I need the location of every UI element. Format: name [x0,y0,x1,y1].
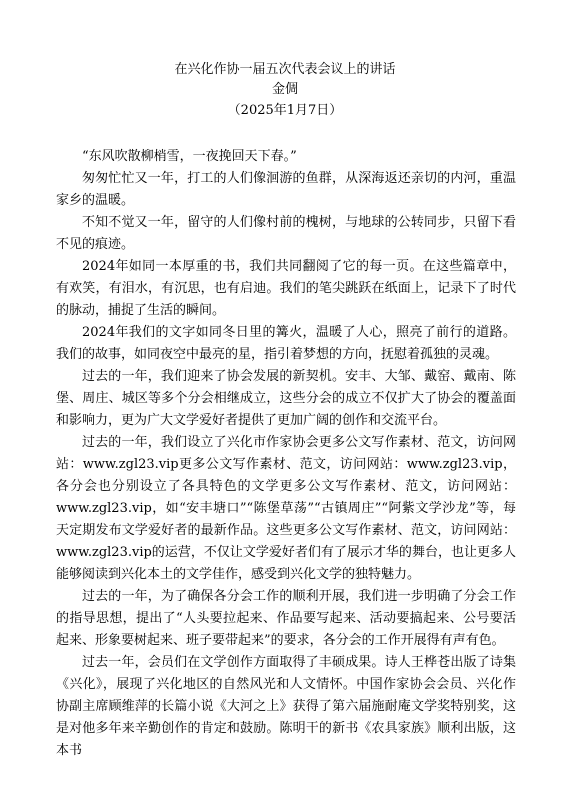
paragraph-7: 过去的一年，为了确保各分会工作的顺利开展，我们进一步明确了分会工作的指导思想，提出了“人头要拉起来、作品要写起来、活动要搞起来、公号要活起来、形象要树起来、班子要带起来”的要求，各分会的工作开展得有声有色。 [56,589,516,648]
paragraph-2: 不知不觉又一年，留守的人们像村前的槐树，与地球的公转同步，只留下看不见的痕迹。 [56,215,516,252]
document-author: 金倜 [271,82,298,97]
paragraph-5: 过去的一年，我们迎来了协会发展的新契机。安丰、大邹、戴窑、戴南、陈堡、周庄、城区等多个分会相继成立，这些分会的成立不仅扩大了协会的覆盖面和影响力，更为广大文学爱好者提供了更加广阔的创作和交流平台。 [56,369,516,428]
paragraph-3: 2024年如同一本厚重的书，我们共同翻阅了它的每一页。在这些篇章中，有欢笑，有泪水，有沉思，也有启迪。我们的笔尖跳跃在纸面上，记录下了时代的脉动，捕捉了生活的瞬间。 [56,259,516,318]
document-title: 在兴化作协一届五次代表会议上的讲话 [174,62,396,77]
paragraph-6: 过去的一年，我们设立了兴化市作家协会更多公文写作素材、范文，访问网站：www.zgl23.vip更多公文写作素材、范文，访问网站：www.zgl23.vip，各分会也分别设立了各具特色的文学更多公文写作素材、范文，访问网站：www.zgl23.vip，如“安丰塘口”“陈堡草荡”“古镇周庄”“阿紫文学沙龙”等，每天定期发布文学爱好者的最新作品。这些更多公文写作素材、范文，访问网站：www.zgl23.vip的运营，不仅让文学爱好者们有了展示才华的舞台，也让更多人能够阅读到兴化本土的文学佳作，感受到兴化文学的独特魅力。 [56,435,516,582]
paragraph-8: 过去一年，会员们在文学创作方面取得了丰硕成果。诗人王桦苍出版了诗集《兴化》，展现了兴化地区的自然风光和人文情怀。中国作家协会会员、兴化作协副主席顾维萍的长篇小说《大河之上》获得了第六届施耐庵文学奖特别奖，这是对他多年来辛勤创作的肯定和鼓励。陈明干的新书《农具家族》顺利出版，这本书 [56,655,516,758]
paragraph-1: 匆匆忙忙又一年，打工的人们像洄游的鱼群，从深海返还亲切的内河，重温家乡的温暖。 [56,171,516,208]
paragraph-4: 2024年我们的文字如同冬日里的篝火，温暖了人心，照亮了前行的道路。我们的故事，如同夜空中最亮的星，指引着梦想的方向，抚慰着孤独的灵魂。 [56,325,516,362]
paragraph-quote: “东风吹散柳梢雪，一夜挽回天下春。” [82,149,297,164]
document-date: （2025年1月7日） [227,103,343,118]
